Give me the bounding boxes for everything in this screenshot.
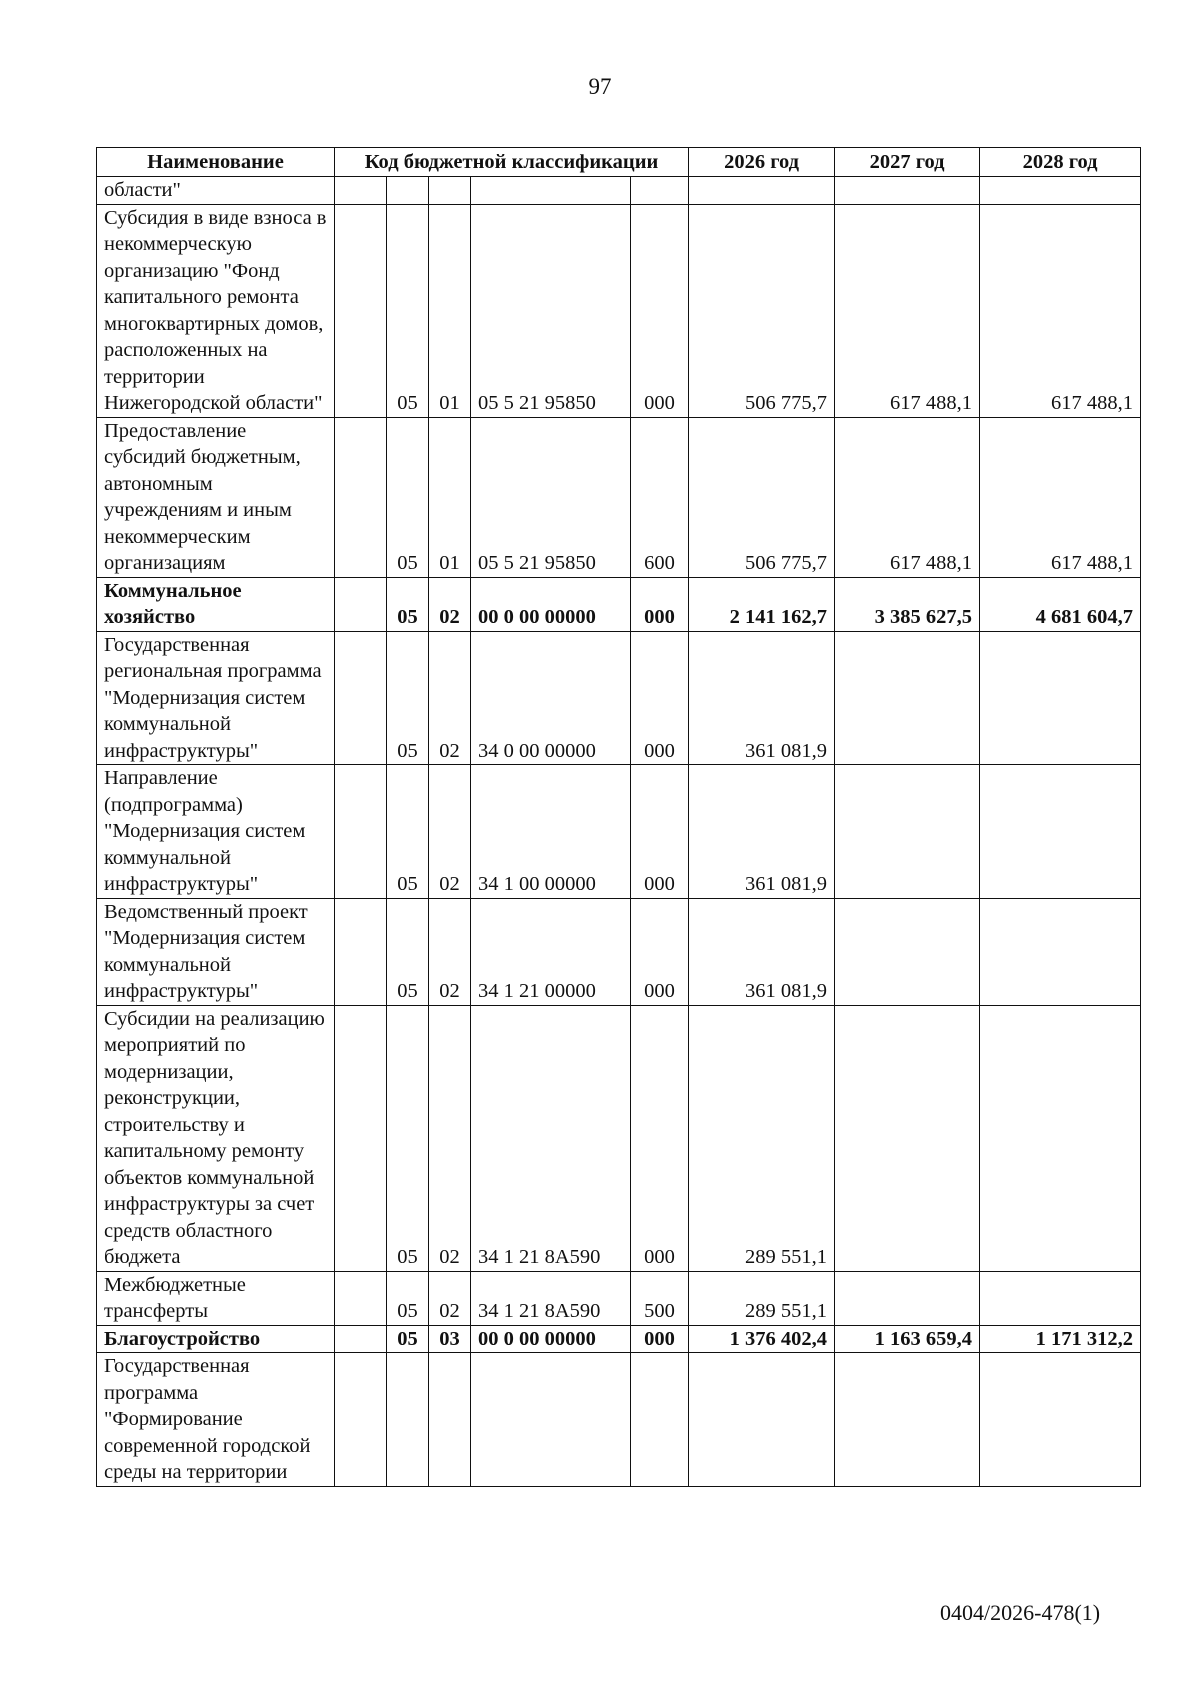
subsection-code: 02 bbox=[429, 1271, 471, 1325]
table-row bbox=[97, 204, 1141, 417]
amount-2028: 1 171 312,2 bbox=[980, 1325, 1141, 1353]
empty-cell bbox=[335, 417, 387, 577]
section-code bbox=[387, 177, 429, 205]
subsection-code: 02 bbox=[429, 577, 471, 631]
subsection-code: 03 bbox=[429, 1325, 471, 1353]
amount-2026: 361 081,9 bbox=[689, 631, 835, 765]
empty-cell bbox=[335, 765, 387, 899]
subsection-code bbox=[429, 1353, 471, 1487]
amount-2026: 506 775,7 bbox=[689, 204, 835, 417]
table-row bbox=[97, 631, 1141, 765]
amount-2026: 289 551,1 bbox=[689, 1271, 835, 1325]
section-code: 05 bbox=[387, 1325, 429, 1353]
empty-cell bbox=[335, 631, 387, 765]
row-name: Субсидия в виде взноса в некоммерческую организацию "Фонд капитального ремонта многоквартирных домов, расположенных на территории Нижегородской области" bbox=[97, 204, 335, 417]
amount-2027 bbox=[835, 177, 980, 205]
amount-2028 bbox=[980, 1271, 1141, 1325]
row-name: Ведомственный проект "Модернизация систем коммунальной инфраструктуры" bbox=[97, 898, 335, 1005]
section-code bbox=[387, 1353, 429, 1487]
row-name: Благоустройство bbox=[97, 1325, 335, 1353]
amount-2026: 2 141 162,7 bbox=[689, 577, 835, 631]
amount-2028 bbox=[980, 177, 1141, 205]
amount-2027 bbox=[835, 765, 980, 899]
header-2028: 2028 год bbox=[980, 148, 1141, 177]
expense-type-code: 000 bbox=[631, 577, 689, 631]
table-row bbox=[97, 1005, 1141, 1271]
amount-2027 bbox=[835, 898, 980, 1005]
target-article-code: 00 0 00 00000 bbox=[471, 1325, 631, 1353]
table-row bbox=[97, 1325, 1141, 1353]
row-name: Государственная программа "Формирование современной городской среды на территории bbox=[97, 1353, 335, 1487]
row-name: Коммунальное хозяйство bbox=[97, 577, 335, 631]
target-article-code bbox=[471, 177, 631, 205]
expense-type-code bbox=[631, 177, 689, 205]
section-code: 05 bbox=[387, 631, 429, 765]
subsection-code: 01 bbox=[429, 417, 471, 577]
empty-cell bbox=[335, 204, 387, 417]
target-article-code: 34 0 00 00000 bbox=[471, 631, 631, 765]
expense-type-code: 000 bbox=[631, 1325, 689, 1353]
header-budget-code: Код бюджетной классификации bbox=[335, 148, 689, 177]
amount-2028 bbox=[980, 765, 1141, 899]
table-row bbox=[97, 177, 1141, 205]
empty-cell bbox=[335, 1005, 387, 1271]
subsection-code: 02 bbox=[429, 1005, 471, 1271]
row-name: Субсидии на реализацию мероприятий по модернизации, реконструкции, строительству и капитальному ремонту объектов коммунальной инфраструктуры за счет средств областного бюджета bbox=[97, 1005, 335, 1271]
document-code: 0404/2026-478(1) bbox=[940, 1600, 1101, 1625]
amount-2028: 617 488,1 bbox=[980, 204, 1141, 417]
empty-cell bbox=[335, 1325, 387, 1353]
target-article-code: 34 1 21 8A590 bbox=[471, 1271, 631, 1325]
amount-2028: 4 681 604,7 bbox=[980, 577, 1141, 631]
page-number: 97 bbox=[588, 74, 612, 99]
row-name: Направление (подпрограмма) "Модернизация систем коммунальной инфраструктуры" bbox=[97, 765, 335, 899]
empty-cell bbox=[335, 1271, 387, 1325]
amount-2027: 3 385 627,5 bbox=[835, 577, 980, 631]
target-article-code: 34 1 21 00000 bbox=[471, 898, 631, 1005]
amount-2028: 617 488,1 bbox=[980, 417, 1141, 577]
expense-type-code bbox=[631, 1353, 689, 1487]
amount-2027 bbox=[835, 1353, 980, 1487]
amount-2028 bbox=[980, 1353, 1141, 1487]
table-row bbox=[97, 417, 1141, 577]
section-code: 05 bbox=[387, 204, 429, 417]
section-code: 05 bbox=[387, 577, 429, 631]
row-name: Межбюджетные трансферты bbox=[97, 1271, 335, 1325]
amount-2028 bbox=[980, 631, 1141, 765]
section-code: 05 bbox=[387, 765, 429, 899]
row-name: области" bbox=[97, 177, 335, 205]
amount-2028 bbox=[980, 1005, 1141, 1271]
section-code: 05 bbox=[387, 898, 429, 1005]
empty-cell bbox=[335, 577, 387, 631]
amount-2027 bbox=[835, 1005, 980, 1271]
amount-2027: 1 163 659,4 bbox=[835, 1325, 980, 1353]
amount-2026: 506 775,7 bbox=[689, 417, 835, 577]
header-2026: 2026 год bbox=[689, 148, 835, 177]
target-article-code: 34 1 21 8A590 bbox=[471, 1005, 631, 1271]
expense-type-code: 600 bbox=[631, 417, 689, 577]
amount-2026: 361 081,9 bbox=[689, 765, 835, 899]
expense-type-code: 000 bbox=[631, 765, 689, 899]
expense-type-code: 500 bbox=[631, 1271, 689, 1325]
amount-2026 bbox=[689, 1353, 835, 1487]
amount-2026: 361 081,9 bbox=[689, 898, 835, 1005]
target-article-code bbox=[471, 1353, 631, 1487]
amount-2027: 617 488,1 bbox=[835, 417, 980, 577]
amount-2026: 289 551,1 bbox=[689, 1005, 835, 1271]
amount-2027 bbox=[835, 631, 980, 765]
section-code: 05 bbox=[387, 1271, 429, 1325]
subsection-code: 02 bbox=[429, 765, 471, 899]
table-row bbox=[97, 577, 1141, 631]
section-code: 05 bbox=[387, 417, 429, 577]
expense-type-code: 000 bbox=[631, 1005, 689, 1271]
header-name: Наименование bbox=[97, 148, 335, 177]
target-article-code: 34 1 00 00000 bbox=[471, 765, 631, 899]
table-row bbox=[97, 1353, 1141, 1487]
expense-type-code: 000 bbox=[631, 898, 689, 1005]
section-code: 05 bbox=[387, 1005, 429, 1271]
subsection-code: 02 bbox=[429, 631, 471, 765]
amount-2027 bbox=[835, 1271, 980, 1325]
target-article-code: 05 5 21 95850 bbox=[471, 417, 631, 577]
empty-cell bbox=[335, 898, 387, 1005]
amount-2026: 1 376 402,4 bbox=[689, 1325, 835, 1353]
table-header-row bbox=[97, 148, 1141, 177]
empty-cell bbox=[335, 177, 387, 205]
budget-table bbox=[96, 147, 1141, 1487]
table-body bbox=[97, 177, 1141, 1487]
row-name: Предоставление субсидий бюджетным, автономным учреждениям и иным некоммерческим организациям bbox=[97, 417, 335, 577]
row-name: Государственная региональная программа "Модернизация систем коммунальной инфраструктуры" bbox=[97, 631, 335, 765]
amount-2027: 617 488,1 bbox=[835, 204, 980, 417]
target-article-code: 00 0 00 00000 bbox=[471, 577, 631, 631]
target-article-code: 05 5 21 95850 bbox=[471, 204, 631, 417]
subsection-code: 01 bbox=[429, 204, 471, 417]
amount-2026 bbox=[689, 177, 835, 205]
expense-type-code: 000 bbox=[631, 631, 689, 765]
subsection-code bbox=[429, 177, 471, 205]
empty-cell bbox=[335, 1353, 387, 1487]
table-row bbox=[97, 898, 1141, 1005]
header-2027: 2027 год bbox=[835, 148, 980, 177]
amount-2028 bbox=[980, 898, 1141, 1005]
expense-type-code: 000 bbox=[631, 204, 689, 417]
table-row bbox=[97, 1271, 1141, 1325]
table-row bbox=[97, 765, 1141, 899]
subsection-code: 02 bbox=[429, 898, 471, 1005]
